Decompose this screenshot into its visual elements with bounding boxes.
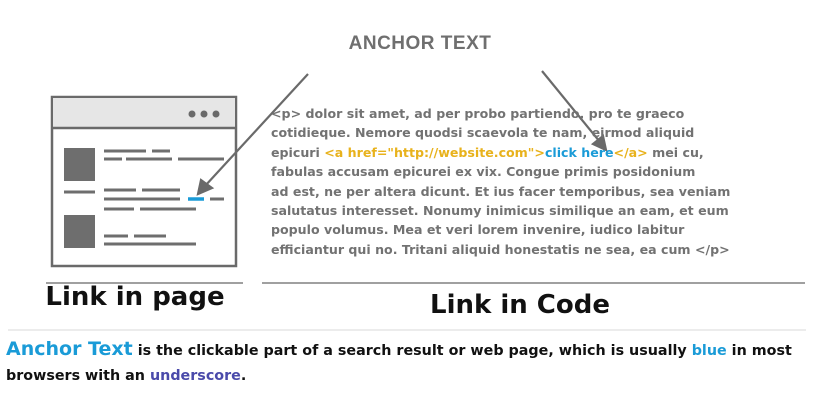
anchor-open-tag: <a href="http://website.com"> — [324, 144, 545, 160]
description-text: is the clickable part of a search result or web page, which is usually — [132, 343, 692, 359]
window-dot-icon — [189, 111, 196, 118]
link-in-page-caption: Link in page — [45, 282, 225, 312]
code-line: ad est, ne per altera dicunt. Et ius facer temporibus, sea veniam — [271, 183, 731, 199]
code-line: populo volumus. Mea et veri lorem invenire, iudico labitur — [271, 222, 685, 238]
code-line: salutatus interesset. Nonumy inimicus similique an eam, et eum — [271, 203, 729, 219]
window-dot-icon — [201, 111, 208, 118]
code-line: <p> dolor sit amet, ad per probo partiendo, pro te graeco — [271, 106, 685, 121]
description-text: . — [240, 368, 247, 384]
anchor-close-tag: </a> — [613, 144, 648, 160]
underscore-word: underscore — [149, 368, 241, 384]
code-text: epicuri — [271, 144, 325, 160]
code-line: efficiantur qui no. Tritani aliquid honestatis ne sea, ea cum </p> — [271, 241, 730, 257]
code-line: fabulas accusam epicurei ex vix. Congue primis posidonium — [271, 164, 696, 180]
code-text: mei cu, — [647, 144, 704, 160]
anchor-text-title: ANCHOR TEXT — [348, 33, 492, 54]
anchor-link-text[interactable]: click here — [544, 144, 614, 160]
link-in-code-caption: Link in Code — [430, 290, 610, 320]
code-sample — [271, 104, 811, 259]
blue-word: blue — [691, 343, 727, 359]
description — [6, 337, 818, 389]
window-dot-icon — [213, 111, 220, 118]
code-line — [271, 143, 811, 162]
code-line: cotidieque. Nemore quodsi scaevola te nam, eirmod aliquid — [271, 125, 695, 141]
anchor-text-keyword: Anchor Text — [6, 338, 133, 360]
description-text: in most browsers with an — [6, 343, 792, 384]
